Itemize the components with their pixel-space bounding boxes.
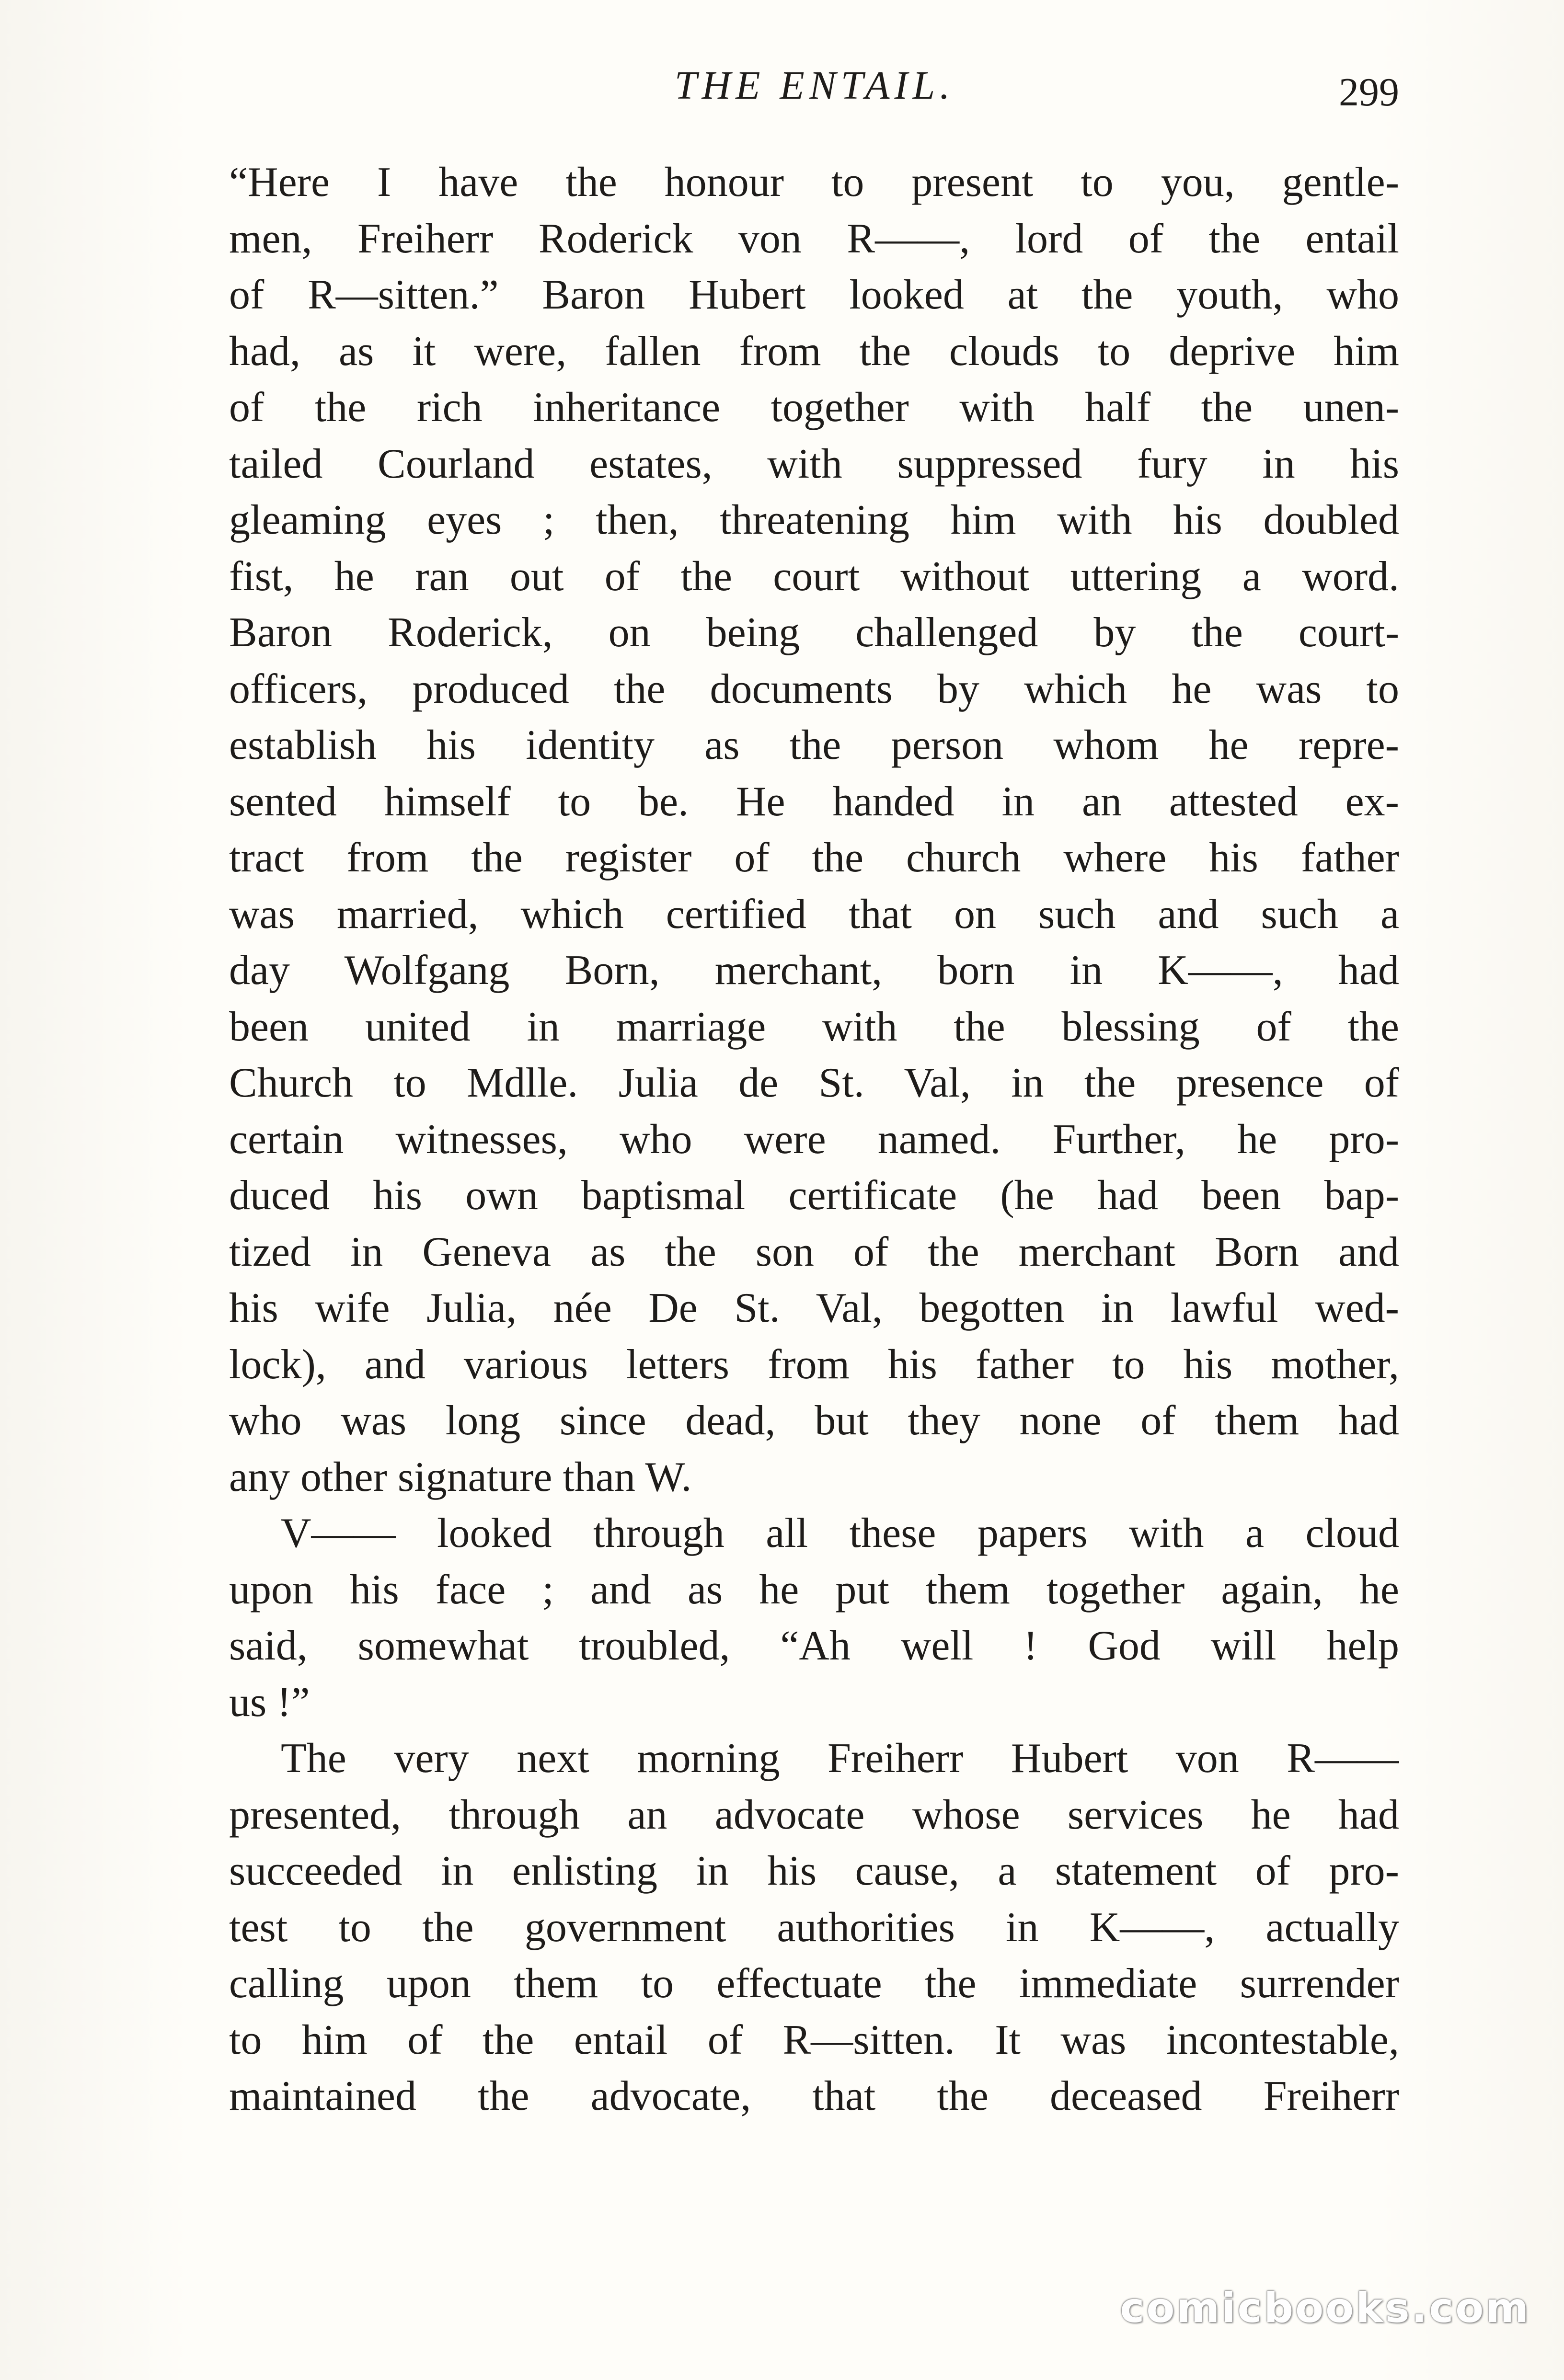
text-line: had, as it were, fallen from the clouds to deprive him [229,328,1399,375]
text-line: was married, which certified that on such and such a [229,891,1399,938]
text-line: Church to Mdlle. Julia de St. Val, in the presence of [229,1060,1399,1106]
page-number: 299 [1339,70,1399,114]
text-line: Baron Roderick, on being challenged by the court- [229,609,1399,656]
text-line: been united in marriage with the blessing of the [229,1003,1399,1050]
text-line: to him of the entail of R—sitten. It was incontestable, [229,2016,1399,2063]
text-line: establish his identity as the person whom he repre- [229,722,1399,768]
text-line: succeeded in enlisting in his cause, a statement of pro- [229,1848,1399,1894]
text-line: duced his own baptismal certificate (he had been bap- [229,1172,1399,1219]
text-line: day Wolfgang Born, merchant, born in K——, had [229,947,1399,994]
text-line: gleaming eyes ; then, threatening him with his doubled [229,497,1399,543]
text-line: tailed Courland estates, with suppressed fury in his [229,440,1399,487]
text-line: lock), and various letters from his father to his mother, [229,1341,1399,1388]
text-line: The very next morning Freiherr Hubert von R—— [281,1735,1399,1782]
text-line: sented himself to be. He handed in an attested ex- [229,778,1399,825]
text-line: calling upon them to effectuate the immediate surrender [229,1960,1399,2007]
text-line: certain witnesses, who were named. Further, he pro- [229,1116,1399,1163]
text-line: who was long since dead, but they none of them had [229,1397,1399,1444]
text-line: maintained the advocate, that the deceased Freiherr [229,2073,1399,2119]
text-line: men, Freiherr Roderick von R——, lord of the entail [229,215,1399,262]
watermark: comicbooks.com [1120,2284,1530,2332]
text-line: said, somewhat troubled, “Ah well ! God will help [229,1623,1399,1669]
text-line: his wife Julia, née De St. Val, begotten in lawful wed- [229,1285,1399,1331]
text-line: any other signature than W. [229,1453,692,1500]
running-title: THE ENTAIL. [674,63,955,108]
text-line: officers, produced the documents by which he was to [229,665,1399,712]
text-line: tized in Geneva as the son of the merchant Born and [229,1228,1399,1275]
text-line: presented, through an advocate whose services he had [229,1791,1399,1838]
text-line: fist, he ran out of the court without uttering a word. [229,553,1399,600]
text-line: of R—sitten.” Baron Hubert looked at the youth, who [229,272,1399,318]
text-line: of the rich inheritance together with half the unen- [229,384,1399,431]
text-line: “Here I have the honour to present to you, gentle- [229,159,1399,206]
text-line: test to the government authorities in K——, actually [229,1904,1399,1951]
text-line: us !” [229,1679,310,1726]
text-line: upon his face ; and as he put them together again, he [229,1566,1399,1613]
text-line: tract from the register of the church where his father [229,835,1399,881]
running-head [230,57,1399,120]
text-line: V—— looked through all these papers with a cloud [281,1510,1399,1556]
body-text [229,154,1399,2125]
